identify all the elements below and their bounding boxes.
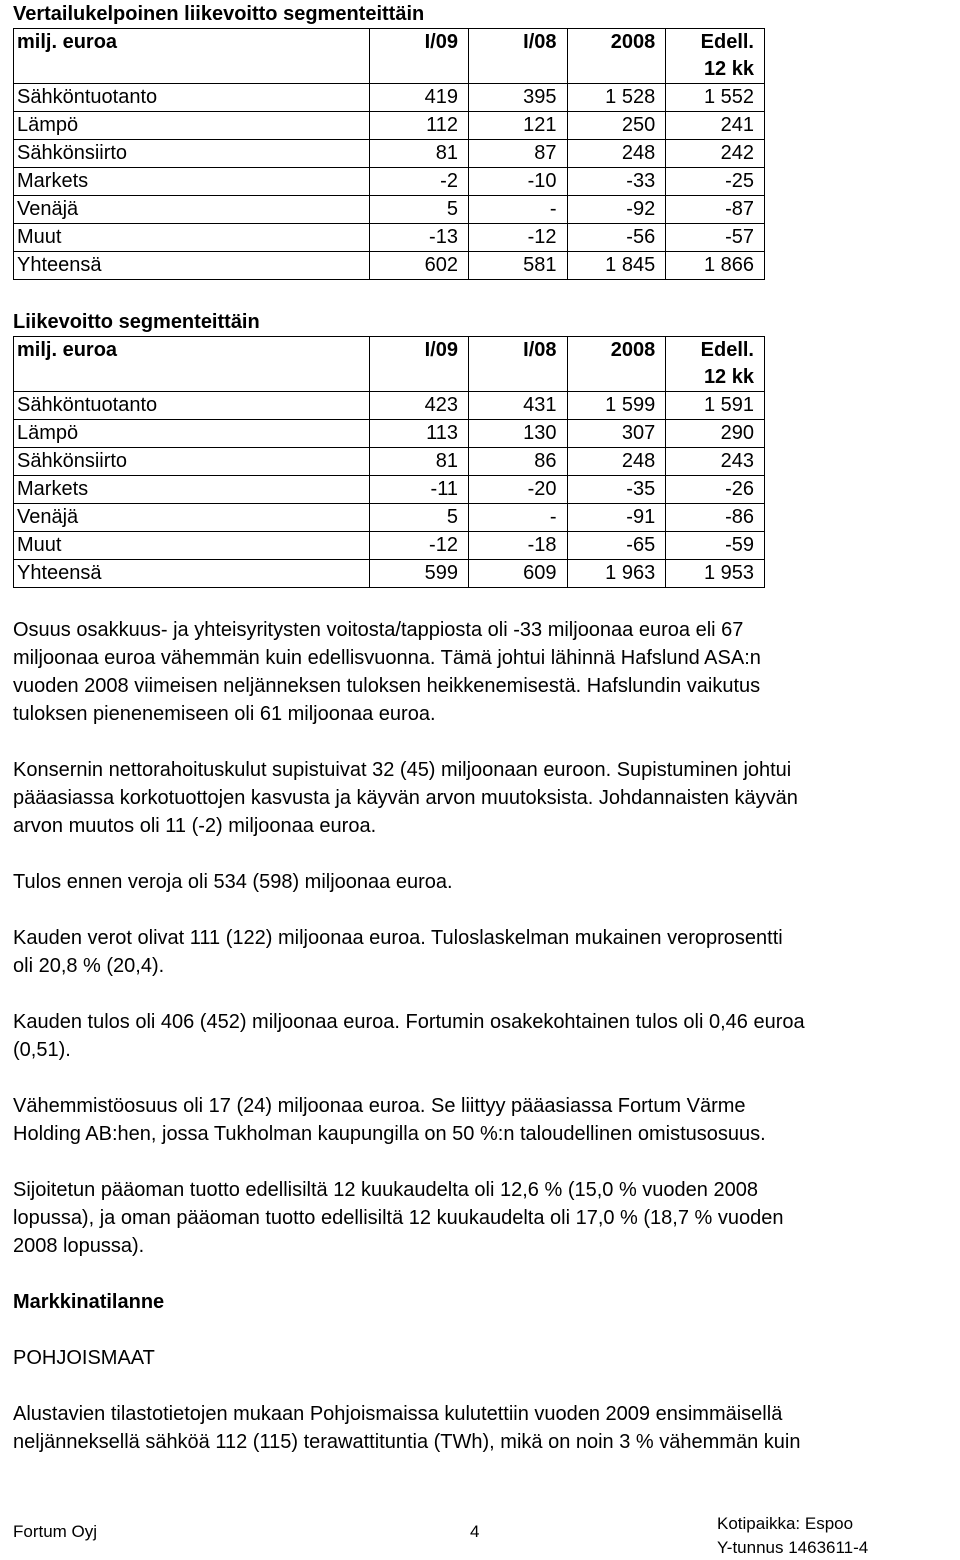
- row-value: 1 845: [567, 252, 666, 280]
- text-line: Alustavien tilastotietojen mukaan Pohjoismaissa kulutettiin vuoden 2009 ensimmäisellä: [13, 1403, 783, 1425]
- row-value: 241: [666, 112, 765, 140]
- table1-row: [14, 196, 765, 224]
- table2-header-c2: I/08: [468, 337, 567, 392]
- row-value: -: [468, 504, 567, 532]
- table2-row: [14, 392, 765, 420]
- table2-row: [14, 504, 765, 532]
- row-value: 431: [468, 392, 567, 420]
- table2-header-unit: milj. euroa: [14, 337, 370, 392]
- row-value: 81: [370, 140, 469, 168]
- row-value: -65: [567, 532, 666, 560]
- table2-header-c3: 2008: [567, 337, 666, 392]
- row-label: Lämpö: [14, 112, 370, 140]
- row-label: Muut: [14, 224, 370, 252]
- paragraph: [13, 1008, 948, 1064]
- row-value: -25: [666, 168, 765, 196]
- row-value: -11: [370, 476, 469, 504]
- table2-header-c4: Edell. 12 kk: [666, 337, 765, 392]
- text-line: Osuus osakkuus- ja yhteisyritysten voitosta/tappiosta oli -33 miljoonaa euroa eli 67: [13, 619, 744, 641]
- row-label: Markets: [14, 168, 370, 196]
- row-value: 609: [468, 560, 567, 588]
- row-value: -86: [666, 504, 765, 532]
- row-value: -91: [567, 504, 666, 532]
- table1-header-c1: I/09: [370, 29, 469, 84]
- market-paragraph: [13, 1400, 948, 1456]
- row-value: -20: [468, 476, 567, 504]
- table1-row: [14, 252, 765, 280]
- row-value: -12: [370, 532, 469, 560]
- table1-header-row: [14, 29, 765, 84]
- row-value: -59: [666, 532, 765, 560]
- row-label: Venäjä: [14, 196, 370, 224]
- table1-row: [14, 168, 765, 196]
- paragraph: [13, 868, 948, 896]
- row-value: 242: [666, 140, 765, 168]
- table1-row: [14, 84, 765, 112]
- row-value: 87: [468, 140, 567, 168]
- row-label: Markets: [14, 476, 370, 504]
- row-value: 581: [468, 252, 567, 280]
- text-line: vuoden 2008 viimeisen neljänneksen tuloksen heikkenemisestä. Hafslundin vaikutus: [13, 675, 761, 697]
- row-value: -33: [567, 168, 666, 196]
- table1-row: [14, 112, 765, 140]
- row-label: Muut: [14, 532, 370, 560]
- paragraph: [13, 924, 948, 980]
- text-line: pääasiassa korkotuottojen kasvusta ja käyvän arvon muutoksista. Johdannaisten käyvän: [13, 787, 798, 809]
- text-line: Tulos ennen veroja oli 534 (598) miljoonaa euroa.: [13, 871, 453, 893]
- row-value: 1 528: [567, 84, 666, 112]
- text-line: Kauden tulos oli 406 (452) miljoonaa euroa. Fortumin osakekohtainen tulos oli 0,46 euroa: [13, 1011, 805, 1033]
- row-value: -35: [567, 476, 666, 504]
- row-value: 1 599: [567, 392, 666, 420]
- row-label: Sähkönsiirto: [14, 140, 370, 168]
- table2-title: Liikevoitto segmenteittäin: [13, 311, 260, 333]
- table2-row: [14, 420, 765, 448]
- row-value: -57: [666, 224, 765, 252]
- row-value: 1 953: [666, 560, 765, 588]
- row-value: 1 963: [567, 560, 666, 588]
- row-value: 130: [468, 420, 567, 448]
- table2-row: [14, 532, 765, 560]
- table1-header-c2: I/08: [468, 29, 567, 84]
- row-label: Yhteensä: [14, 252, 370, 280]
- row-label: Sähkönsiirto: [14, 448, 370, 476]
- row-value: -2: [370, 168, 469, 196]
- row-value: 250: [567, 112, 666, 140]
- row-label: Sähköntuotanto: [14, 84, 370, 112]
- paragraph: [13, 1092, 948, 1148]
- row-value: 419: [370, 84, 469, 112]
- table1-title: Vertailukelpoinen liikevoitto segmenteittäin: [13, 3, 425, 25]
- row-value: -10: [468, 168, 567, 196]
- footer-business-id: Y-tunnus 1463611-4: [717, 1538, 869, 1557]
- market-heading: Markkinatilanne: [13, 1291, 165, 1313]
- row-value: 423: [370, 392, 469, 420]
- row-value: 395: [468, 84, 567, 112]
- row-value: 81: [370, 448, 469, 476]
- row-value: 112: [370, 112, 469, 140]
- table1: [13, 28, 765, 280]
- row-label: Sähköntuotanto: [14, 392, 370, 420]
- row-value: 86: [468, 448, 567, 476]
- table1-row: [14, 140, 765, 168]
- row-value: 1 866: [666, 252, 765, 280]
- table1-header-c3: 2008: [567, 29, 666, 84]
- footer-domicile: Kotipaikka: Espoo: [717, 1514, 854, 1533]
- row-label: Lämpö: [14, 420, 370, 448]
- row-value: 5: [370, 504, 469, 532]
- table1-header-unit: milj. euroa: [14, 29, 370, 84]
- text-line: Holding AB:hen, jossa Tukholman kaupungilla on 50 %:n taloudellinen omistusosuus.: [13, 1123, 766, 1145]
- paragraph: [13, 1176, 948, 1260]
- row-value: 5: [370, 196, 469, 224]
- table2-row: [14, 560, 765, 588]
- row-value: -56: [567, 224, 666, 252]
- text-line: (0,51).: [13, 1039, 71, 1061]
- text-line: arvon muutos oli 11 (-2) miljoonaa euroa.: [13, 815, 377, 837]
- table2-header-row: [14, 337, 765, 392]
- table2-row: [14, 476, 765, 504]
- text-line: lopussa), ja oman pääoman tuotto edellisiltä 12 kuukaudelta oli 17,0 % (18,7 % vuoden: [13, 1207, 784, 1229]
- paragraph: [13, 756, 948, 840]
- row-value: -12: [468, 224, 567, 252]
- footer-page-number: 4: [470, 1522, 480, 1541]
- paragraph: [13, 616, 948, 728]
- row-value: -87: [666, 196, 765, 224]
- document-page: [13, 0, 948, 1456]
- row-value: 1 552: [666, 84, 765, 112]
- row-value: 243: [666, 448, 765, 476]
- region-heading: POHJOISMAAT: [13, 1347, 155, 1369]
- row-value: -92: [567, 196, 666, 224]
- row-value: -13: [370, 224, 469, 252]
- text-line: tuloksen pienenemiseen oli 61 miljoonaa euroa.: [13, 703, 436, 725]
- row-value: 1 591: [666, 392, 765, 420]
- text-line: Sijoitetun pääoman tuotto edellisiltä 12 kuukaudelta oli 12,6 % (15,0 % vuoden 2008: [13, 1179, 758, 1201]
- row-value: 602: [370, 252, 469, 280]
- text-line: neljänneksellä sähköä 112 (115) terawattituntia (TWh), mikä on noin 3 % vähemmän kuin: [13, 1431, 801, 1453]
- row-value: -: [468, 196, 567, 224]
- table2: [13, 336, 765, 588]
- text-line: miljoonaa euroa vähemmän kuin edellisvuonna. Tämä johtui lähinnä Hafslund ASA:n: [13, 647, 761, 669]
- text-line: Kauden verot olivat 111 (122) miljoonaa euroa. Tuloslaskelman mukainen veroprosentti: [13, 927, 783, 949]
- row-value: 307: [567, 420, 666, 448]
- row-value: 599: [370, 560, 469, 588]
- body-text: [13, 616, 948, 1260]
- row-value: 113: [370, 420, 469, 448]
- row-value: -26: [666, 476, 765, 504]
- text-line: 2008 lopussa).: [13, 1235, 145, 1257]
- row-label: Venäjä: [14, 504, 370, 532]
- row-value: 248: [567, 140, 666, 168]
- text-line: Konsernin nettorahoituskulut supistuivat 32 (45) miljoonaan euroon. Supistuminen johtui: [13, 759, 792, 781]
- text-line: Vähemmistöosuus oli 17 (24) miljoonaa euroa. Se liittyy pääasiassa Fortum Värme: [13, 1095, 746, 1117]
- table1-header-c4: Edell. 12 kk: [666, 29, 765, 84]
- row-value: 290: [666, 420, 765, 448]
- row-value: 248: [567, 448, 666, 476]
- text-line: oli 20,8 % (20,4).: [13, 955, 165, 977]
- table2-header-c1: I/09: [370, 337, 469, 392]
- row-value: -18: [468, 532, 567, 560]
- table2-row: [14, 448, 765, 476]
- row-value: 121: [468, 112, 567, 140]
- footer-company: Fortum Oyj: [13, 1522, 98, 1541]
- row-label: Yhteensä: [14, 560, 370, 588]
- table1-row: [14, 224, 765, 252]
